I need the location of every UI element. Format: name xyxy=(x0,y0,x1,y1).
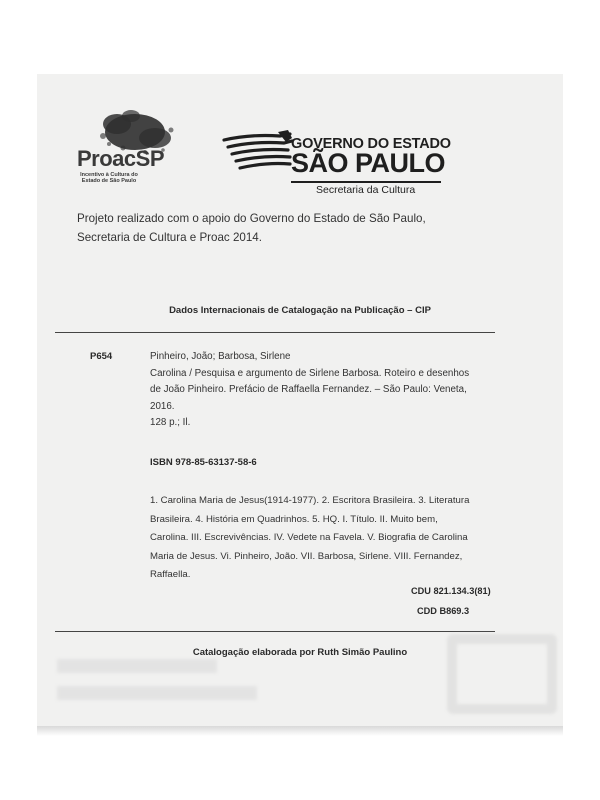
cip-bottom-rule xyxy=(55,631,495,632)
support-statement xyxy=(77,209,517,247)
cip-top-rule xyxy=(55,332,495,333)
governo-do-estado-text: GOVERNO DO ESTADO xyxy=(291,136,451,152)
bleed-through-shape xyxy=(57,686,257,700)
logo-divider xyxy=(291,181,441,183)
proac-logo-text: ProacSP xyxy=(77,146,164,171)
sao-paulo-text: SÃO PAULO xyxy=(291,148,446,178)
entry-line: Carolina / Pesquisa e argumento de Sirlene Barbosa. Roteiro e desenhos xyxy=(150,367,470,379)
proac-tagline: Incentivo à Cultura do Estado de São Paulo xyxy=(80,172,138,184)
subject-headings xyxy=(150,492,510,585)
support-line-2: Secretaria de Cultura e Proac 2014. xyxy=(77,231,262,244)
subject-line: Raffaella. xyxy=(150,569,191,580)
page-edge-shadow xyxy=(37,726,563,736)
cdu-classification: CDU 821.134.3(81) xyxy=(411,586,491,596)
entry-line: de João Pinheiro. Prefácio de Raffaella Fernandez. – São Paulo: Veneta, xyxy=(150,384,467,395)
subject-line: Brasileira. 4. História em Quadrinhos. 5. HQ. I. Título. II. Muito bem, xyxy=(150,513,438,525)
book-page xyxy=(37,74,563,726)
cdd-classification: CDD B869.3 xyxy=(417,606,470,616)
bleed-through-shape xyxy=(57,659,217,673)
entry-line: 2016. xyxy=(150,400,175,412)
cip-title: Dados Internacionais de Catalogação na Publicação – CIP xyxy=(169,305,431,316)
entry-line: Pinheiro, João; Barbosa, Sirlene xyxy=(150,351,291,362)
subject-line: Carolina. III. Escrevivências. IV. Vedete na Favela. V. Biografia de Carolina xyxy=(150,532,468,543)
isbn: ISBN 978-85-63137-58-6 xyxy=(150,457,257,468)
secretaria-cultura-text: Secretaria da Cultura xyxy=(316,184,416,196)
subject-line: Maria de Jesus. Vi. Pinheiro, João. VII. Barbosa, Sirlene. VIII. Fernandez, xyxy=(150,550,463,562)
bleed-through-shape xyxy=(447,634,557,714)
subject-line: 1. Carolina Maria de Jesus(1914-1977). 2. Escritora Brasileira. 3. Literatura xyxy=(150,495,470,506)
entry-line: 128 p.; Il. xyxy=(150,417,191,428)
cataloger-credit: Catalogação elaborada por Ruth Simão Paulino xyxy=(192,647,408,658)
support-line-1: Projeto realizado com o apoio do Governo do Estado de São Paulo, xyxy=(77,212,426,225)
call-number: P654 xyxy=(90,351,113,362)
catalog-entry xyxy=(150,349,470,432)
